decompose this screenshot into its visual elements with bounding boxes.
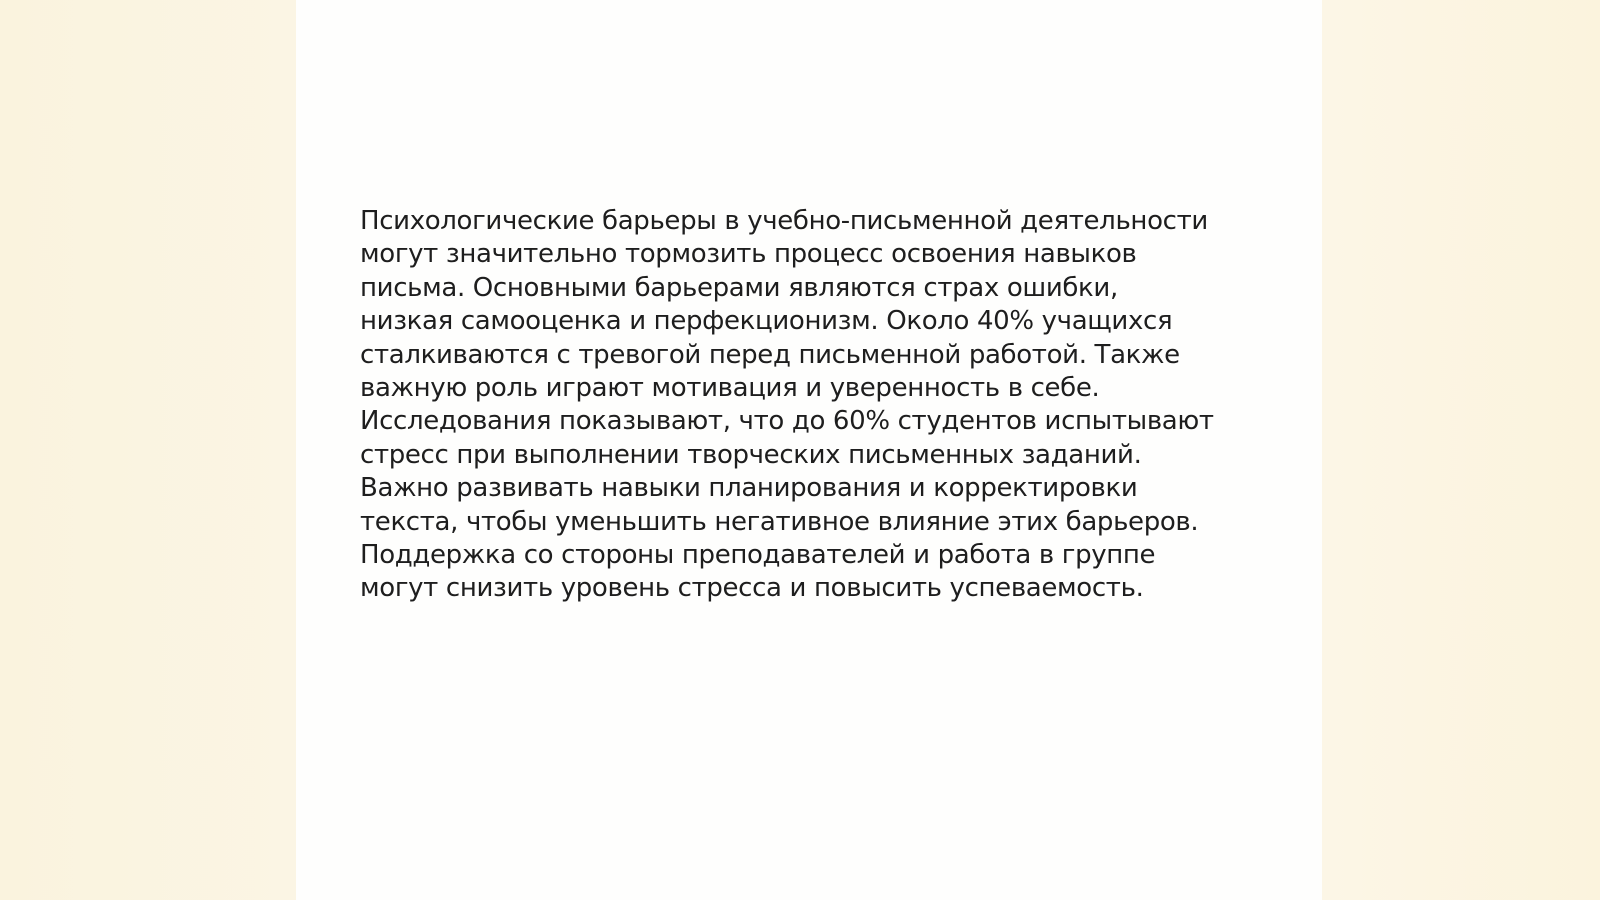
paragraph-line: могут значительно тормозить процесс освоения навыков xyxy=(360,239,1137,270)
left-margin-background xyxy=(0,0,296,900)
paragraph-line: текста, чтобы уменьшить негативное влияние этих барьеров. xyxy=(360,506,1199,537)
paragraph-line: Поддержка со стороны преподавателей и работа в группе xyxy=(360,540,1156,571)
right-margin-background xyxy=(1322,0,1600,900)
paragraph-line: Исследования показывают, что до 60% студентов испытывают xyxy=(360,406,1214,437)
paragraph-line: сталкиваются с тревогой перед письменной работой. Также xyxy=(360,339,1180,370)
paragraph-line: Психологические барьеры в учебно-письменной деятельности xyxy=(360,206,1208,236)
paragraph-line: могут снизить уровень стресса и повысить успеваемость. xyxy=(360,573,1144,604)
paragraph-line: письма. Основными барьерами являются страх ошибки, xyxy=(360,272,1118,303)
paragraph-line: стресс при выполнении творческих письменных заданий. xyxy=(360,439,1142,470)
paragraph-line: важную роль играют мотивация и уверенность в себе. xyxy=(360,373,1100,404)
slide-page xyxy=(296,0,1322,900)
body-paragraph xyxy=(360,205,1260,606)
paragraph-line: низкая самооценка и перфекционизм. Около 40% учащихся xyxy=(360,306,1173,337)
paragraph-line: Важно развивать навыки планирования и корректировки xyxy=(360,473,1138,504)
